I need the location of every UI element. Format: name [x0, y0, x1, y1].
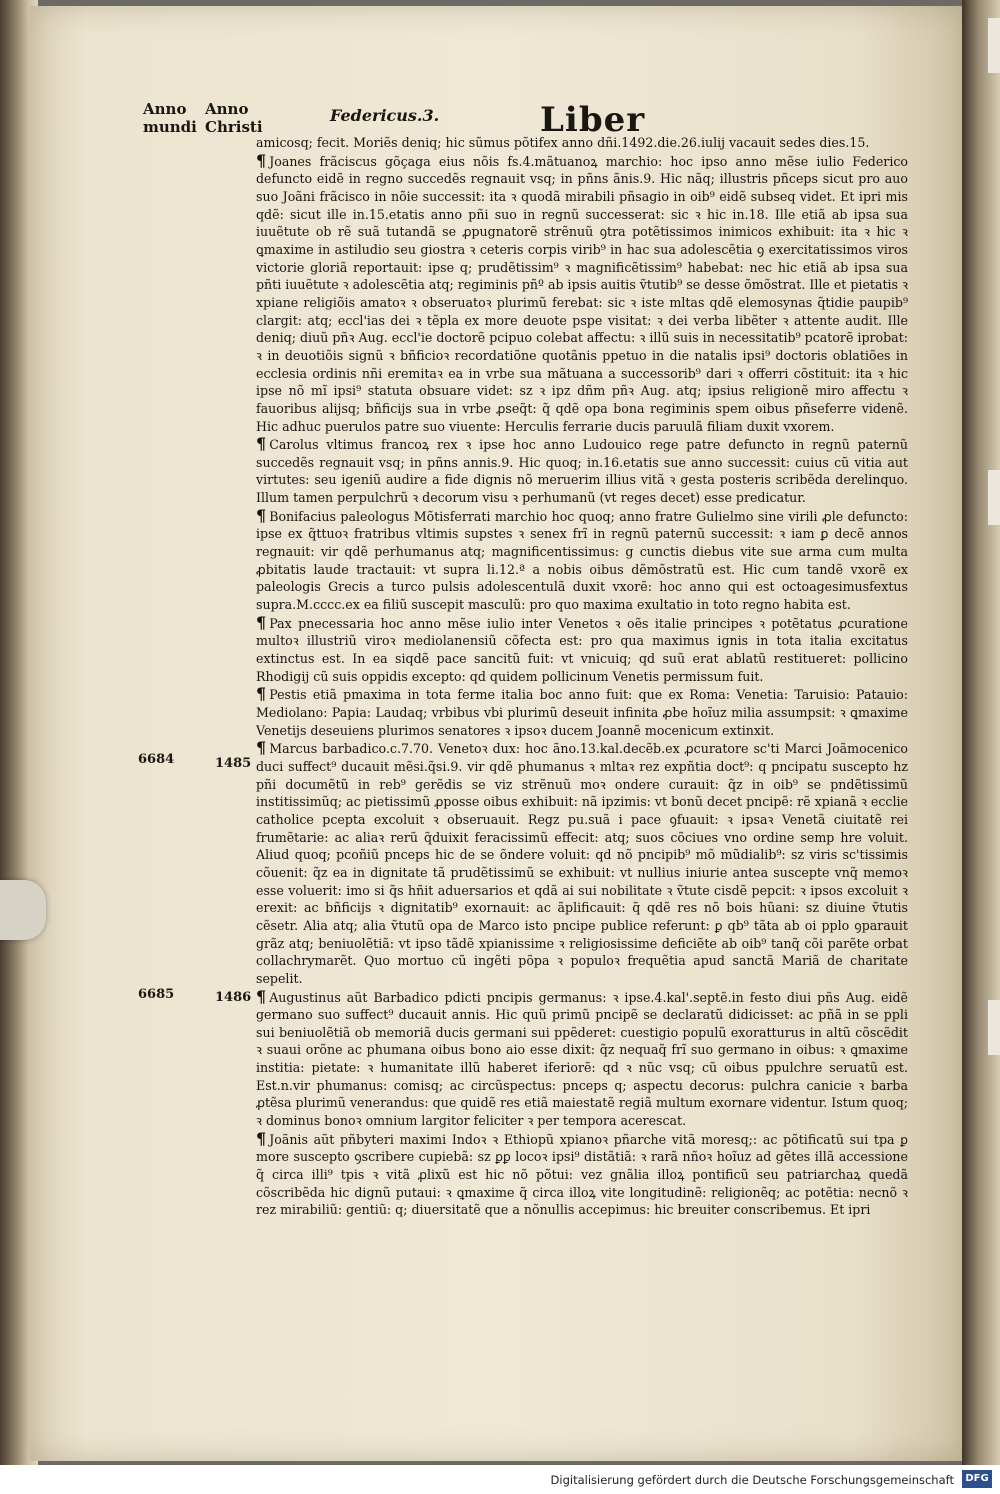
paragraph-mark-icon: ¶ [256, 612, 267, 632]
paragraph-mark-icon: ¶ [256, 684, 267, 704]
main-text-column [256, 134, 908, 1240]
paragraph-mark-icon: ¶ [256, 505, 267, 525]
margin-year-christi: 1485 [215, 756, 252, 771]
header-anno-mundi: Anno mundi [143, 100, 197, 136]
margin-year-christi: 1486 [215, 990, 252, 1005]
page-tab [988, 18, 1000, 73]
digitization-credit: Digitalisierung gefördert durch die Deutsche Forschungsgemeinschaft [550, 1473, 954, 1487]
paragraph-9: ¶ Joãnis aũt pñbyteri maximi Indoꝛ ꝛ Ethiopũ xpianoꝛ pñarche vitã moresq;: ac põtificatũ sui tpa ꝑ more suscepto ꝯscribere cupiebã: sz ꝑꝑ locoꝛ ipsi⁹ distãtiã: ꝛ rarã nñoꝛ hoĩuz ad gẽtes illã accessione q̃ circa illi⁹ tpis ꝛ vitã ꝓlixũ est hic nõ põtui: vez gnãlia illoꝝ pontificũ seu patriarchaꝝ quedã cõscribẽda hic dignũ putaui: ꝛ ꝗmaxime q̃ circa illoꝝ vite longitudinẽ: religionẽq; ac potẽtia: necnõ ꝛ rez mirabiliũ: gentiũ: q; diuersitatẽ que a nõnullis accepimus: hic breuiter conscribemus. Et ipri [256, 1128, 908, 1218]
paragraph-mark-icon: ¶ [256, 738, 267, 758]
book-clasp [0, 880, 46, 940]
header-anno-christi: Anno Christi [205, 100, 263, 136]
paragraph-5: ¶ Pax pnecessaria hoc anno mẽse iulio inter Venetos ꝛ oẽs italie principes ꝛ potẽtatus ꝓcuratione multoꝛ illustriũ viroꝛ mediolanensiũ cõfecta est: pro qua maximus ignis in tota italia excitatus extinctus est. In ea siqdẽ pace sancitũ fuit: vt vnicuiq; qd suũ erat ablatũ restitueret: pollicino Rhodigij cũ suis oppidis excepto: qd quidem pollicinum Venetis permissum fuit. [256, 612, 908, 684]
running-head: Federicus.3. [330, 106, 440, 125]
paragraph-6: ¶ Pestis etiã pmaxima in tota ferme italia boc anno fuit: que ex Roma: Venetia: Taruisio: Patauio: Mediolano: Papia: Laudaq; vrbibus vbi plurimũ deseuit infinita ꝓbe hoĩuz milia assumpsit: ꝛ ꝗmaxime Venetijs deseuiens plurimos senatores ꝛ ipsoꝛ ducem Joannẽ mocenicum extinxit. [256, 684, 908, 738]
margin-year-mundi: 6684 [138, 752, 175, 767]
paragraph-mark-icon: ¶ [256, 150, 267, 170]
paragraph-2: ¶ Joanes frãciscus gõçaga eius nõis fs.4.mãtuanoꝝ marchio: hoc ipso anno mẽse iulio Federico defuncto eidẽ in regno succedẽs regnauit vsq; in pñns ãnis.9. Hic nãq; illustris pñceps sicut pro auo suo Joãni frãcisco in nõie successit: ita ꝛ quodã mirabili pñsagio in oib⁹ eidẽ subseq videt. Et ipri mis qdẽ: sicut ille in.15.etatis anno pñi suo in regnũ successerat: sic ꝛ hic in.18. Ille etiã ab ipsa sua iuuẽtute ob rẽ suã tutandã se ꝓpugnatorẽ strẽnuũ ꝯtra potẽtissimos inimicos exhibuit: ita ꝛ hic ꝛ ꝗmaxime in astiludio seu giostra ꝛ ceteris corpis virib⁹ in hac sua adolescẽtia ꝯ exercitatissimos viros victorie gloriã reportauit: ipse q; prudẽtissim⁹ ꝛ magnificẽtissim⁹ habebat: nec hic etiã ab ipsa sua pñti iuuẽtute ꝛ adolescẽtia atq; regiminis pñº ab ipsis auitis ṽtutib⁹ se desse õmõstrat. Ille et pietatis ꝛ xpiane religiõis amatoꝛ ꝛ obseruatoꝛ plurimũ ferebat: sic ꝛ iste mltas qdẽ elemosynas q̃tidie paupib⁹ clargit: atq; eccl'ias dei ꝛ tẽpla ex more deuote pspe visitat: ꝛ dei verba libẽter ꝛ attente audit. Ille deniq; diuũ pñꝛ Aug. eccl'ie doctorẽ pcipuo colebat affectu: ꝛ illũ suis in necessitatib⁹ pcatorẽ iprobat: ꝛ in deuotiõis signũ ꝛ bñficioꝛ recordatiõne quotãnis ppetuo in die natalis ipsi⁹ doctoris oblatiões in ecclesia ordinis nñi eremitaꝛ ea in vrbe sua mãtuana a successorib⁹ dari ꝛ offerri cõstituit: ita ꝛ hic ipse nõ mĩ ipsi⁹ statuta obsuare videt: sz ꝛ ipz dñm pñꝛ Aug. atq; ipsius religionẽ miro affectu ꝛ fauoribus alijsq; bñficijs sua in vrbe ꝓseq̃t: q̃ qdẽ opa bona regiminis spem oibus pñseferre videnẽ. Hic adhuc puerulos patre suo viuente: Herculis ferrarie ducis paruulã filiam duxit vxorem. [256, 150, 908, 434]
page-title-liber: Liber [540, 100, 646, 140]
paragraph-mark-icon: ¶ [256, 434, 267, 454]
paragraph-mark-icon: ¶ [256, 1128, 267, 1148]
margin-year-mundi: 6685 [138, 987, 175, 1002]
paragraph-1: amicosq; fecit. Moriẽs deniq; hic sũmus põtifex anno dñi.1492.die.26.iulij vacauit sedes dies.15. [256, 135, 870, 150]
paragraph-3: ¶ Carolus vltimus francoꝝ rex ꝛ ipse hoc anno Ludouico rege patre defuncto in regnũ paternũ succedẽs regnauit vsq; in pñns annis.9. Hic quoq; in.16.etatis sue anno successit: cuius cũ vitia aut virtutes: seu igeniũ audire a fide dignis nõ meruerim illius vitã ꝛ gesta posteris scribẽda derelinquo. Illum tamen perpulchrũ ꝛ decorum visu ꝛ perhumanũ (vt reges decet) esse predicatur. [256, 434, 908, 506]
page-tab [988, 470, 1000, 525]
dfg-logo: DFG [962, 1470, 992, 1488]
book-edge-right [962, 0, 1000, 1465]
paragraph-7: ¶ Marcus barbadico.c.7.70. Venetoꝛ dux: hoc ãno.13.kal.decẽb.ex ꝓcuratore sc'ti Marci Joãmocenico duci suffect⁹ ducauit mẽsi.q̃si.9. vir qdẽ phumanus ꝛ mltaꝛ rez expñtia doct⁹: q pncipatu suscepto hz pñi documẽtũ in reb⁹ gerẽdis se viz strẽnuũ moꝛ ondere curauit: q̃z in oib⁹ se pndẽtissimũ institissimũq; ac pietissimũ ꝓposse oibus exhibuit: nã ipzimis: vt bonũ decet pncipẽ: rẽ xpianã ꝛ ecclie catholice pcepta excoluit ꝛ obseruauit. Regz pu.suã i pace ꝯfuauit: ꝛ ipsaꝛ Venetã ciuitatẽ rei frumẽtarie: ac aliaꝛ rerũ q̃duixit feracissimũ effecit: atq; suos cõciues vno ordine semp hre voluit. Aliud quoq; pcoñiũ pnceps hic de se õndere voluit: qd nõ pncipib⁹ mõ mũdialib⁹: sz viris sc'tissimis cõuenit: q̃z ea in dignitate tã prudẽtissimũ se exhibuit: vt nullius iniurie antea suscepte vnq̃ memoꝛ esse voluerit: imo si q̃s hñit aduersarios et qdã ai sui nobilitate ꝛ ṽtute cisdẽ pepcit: ꝛ ipsos excoluit ꝛ erexit: ac bñficijs ꝛ dignitatib⁹ exornauit: ac ãplificauit: q̃ qdẽ res nõ bois hũani: sz diuine ṽtutis cẽsetr. Alia atq; alia ṽtutũ opa de Marco isto pncipe publice referunt: ꝑ qb⁹ tãta ab oi pplo ꝯparauit grãz atq; beniuolẽtiã: vt ipso tãdẽ xpianissime ꝛ religiosissime deficiẽte ab oib⁹ tanq̃ cõi parẽte orbat collachrymarẽt. Quo mortuo cũ ingẽti põpa ꝛ populoꝛ frequẽtia apud sanctã Mariã de charitate sepelit. [256, 738, 908, 986]
page-tab [988, 1000, 1000, 1055]
paragraph-mark-icon: ¶ [256, 986, 267, 1006]
paragraph-4: ¶ Bonifacius paleologus Mõtisferrati marchio hoc quoq; anno fratre Gulielmo sine virili ꝓle defuncto: ipse ex q̃ttuoꝛ fratribus vltimis supstes ꝛ senex frĩ in regnũ paternũ successit: ꝛ iam ꝑ decẽ annos regnauit: vir qdẽ perhumanus atq; magnificentissimus: g cunctis diebus vite sue arma cum multa ꝓbitatis laude tractauit: vt supra li.12.ª a nobis oibus dẽmõstratũ est. Hic cum tandẽ vxorẽ ex paleologis Grecis a turco pulsis adolescentulã duxit vxorẽ: hoc anno qui est octoagesimusfextus supra.M.cccc.ex ea filiũ suscepit masculũ: pro quo maxima exultatio in toto regno habita est. [256, 505, 908, 613]
paragraph-8: ¶ Augustinus aũt Barbadico pdicti pncipis germanus: ꝛ ipse.4.kal'.septẽ.in festo diui pñs Aug. eidẽ germano suo suffect⁹ ducauit annis. Hic quũ primũ pncipẽ se declaratũ didicisset: ac pñã in se ppli sui beniuolẽtiã ob memoriã ducis germani sui ppẽderet: cuestigio populũ exoratturus in altũ cõscẽdit ꝛ suaui orõne ac phumana oibus bono aio esse dixit: q̃z nequaq̃ frĩ suo germano in oibus: ꝛ ꝗmaxime institia: pietate: ꝛ humanitate illũ haberet iferiorẽ: qd ꝛ nũc vsq; cũ oibus ppulchre seruatũ est. Est.n.vir phumanus: comisq; ac circũspectus: pnceps q; aspectu decorus: pulchra canicie ꝛ barba ꝓtẽsa plurimũ venerandus: que quidẽ res etiã maiestatẽ regiã multum exornare videntur. Istum quoq; ꝛ dominus bonoꝛ omnium largitor feliciter ꝛ per tempora acerescat. [256, 986, 908, 1129]
